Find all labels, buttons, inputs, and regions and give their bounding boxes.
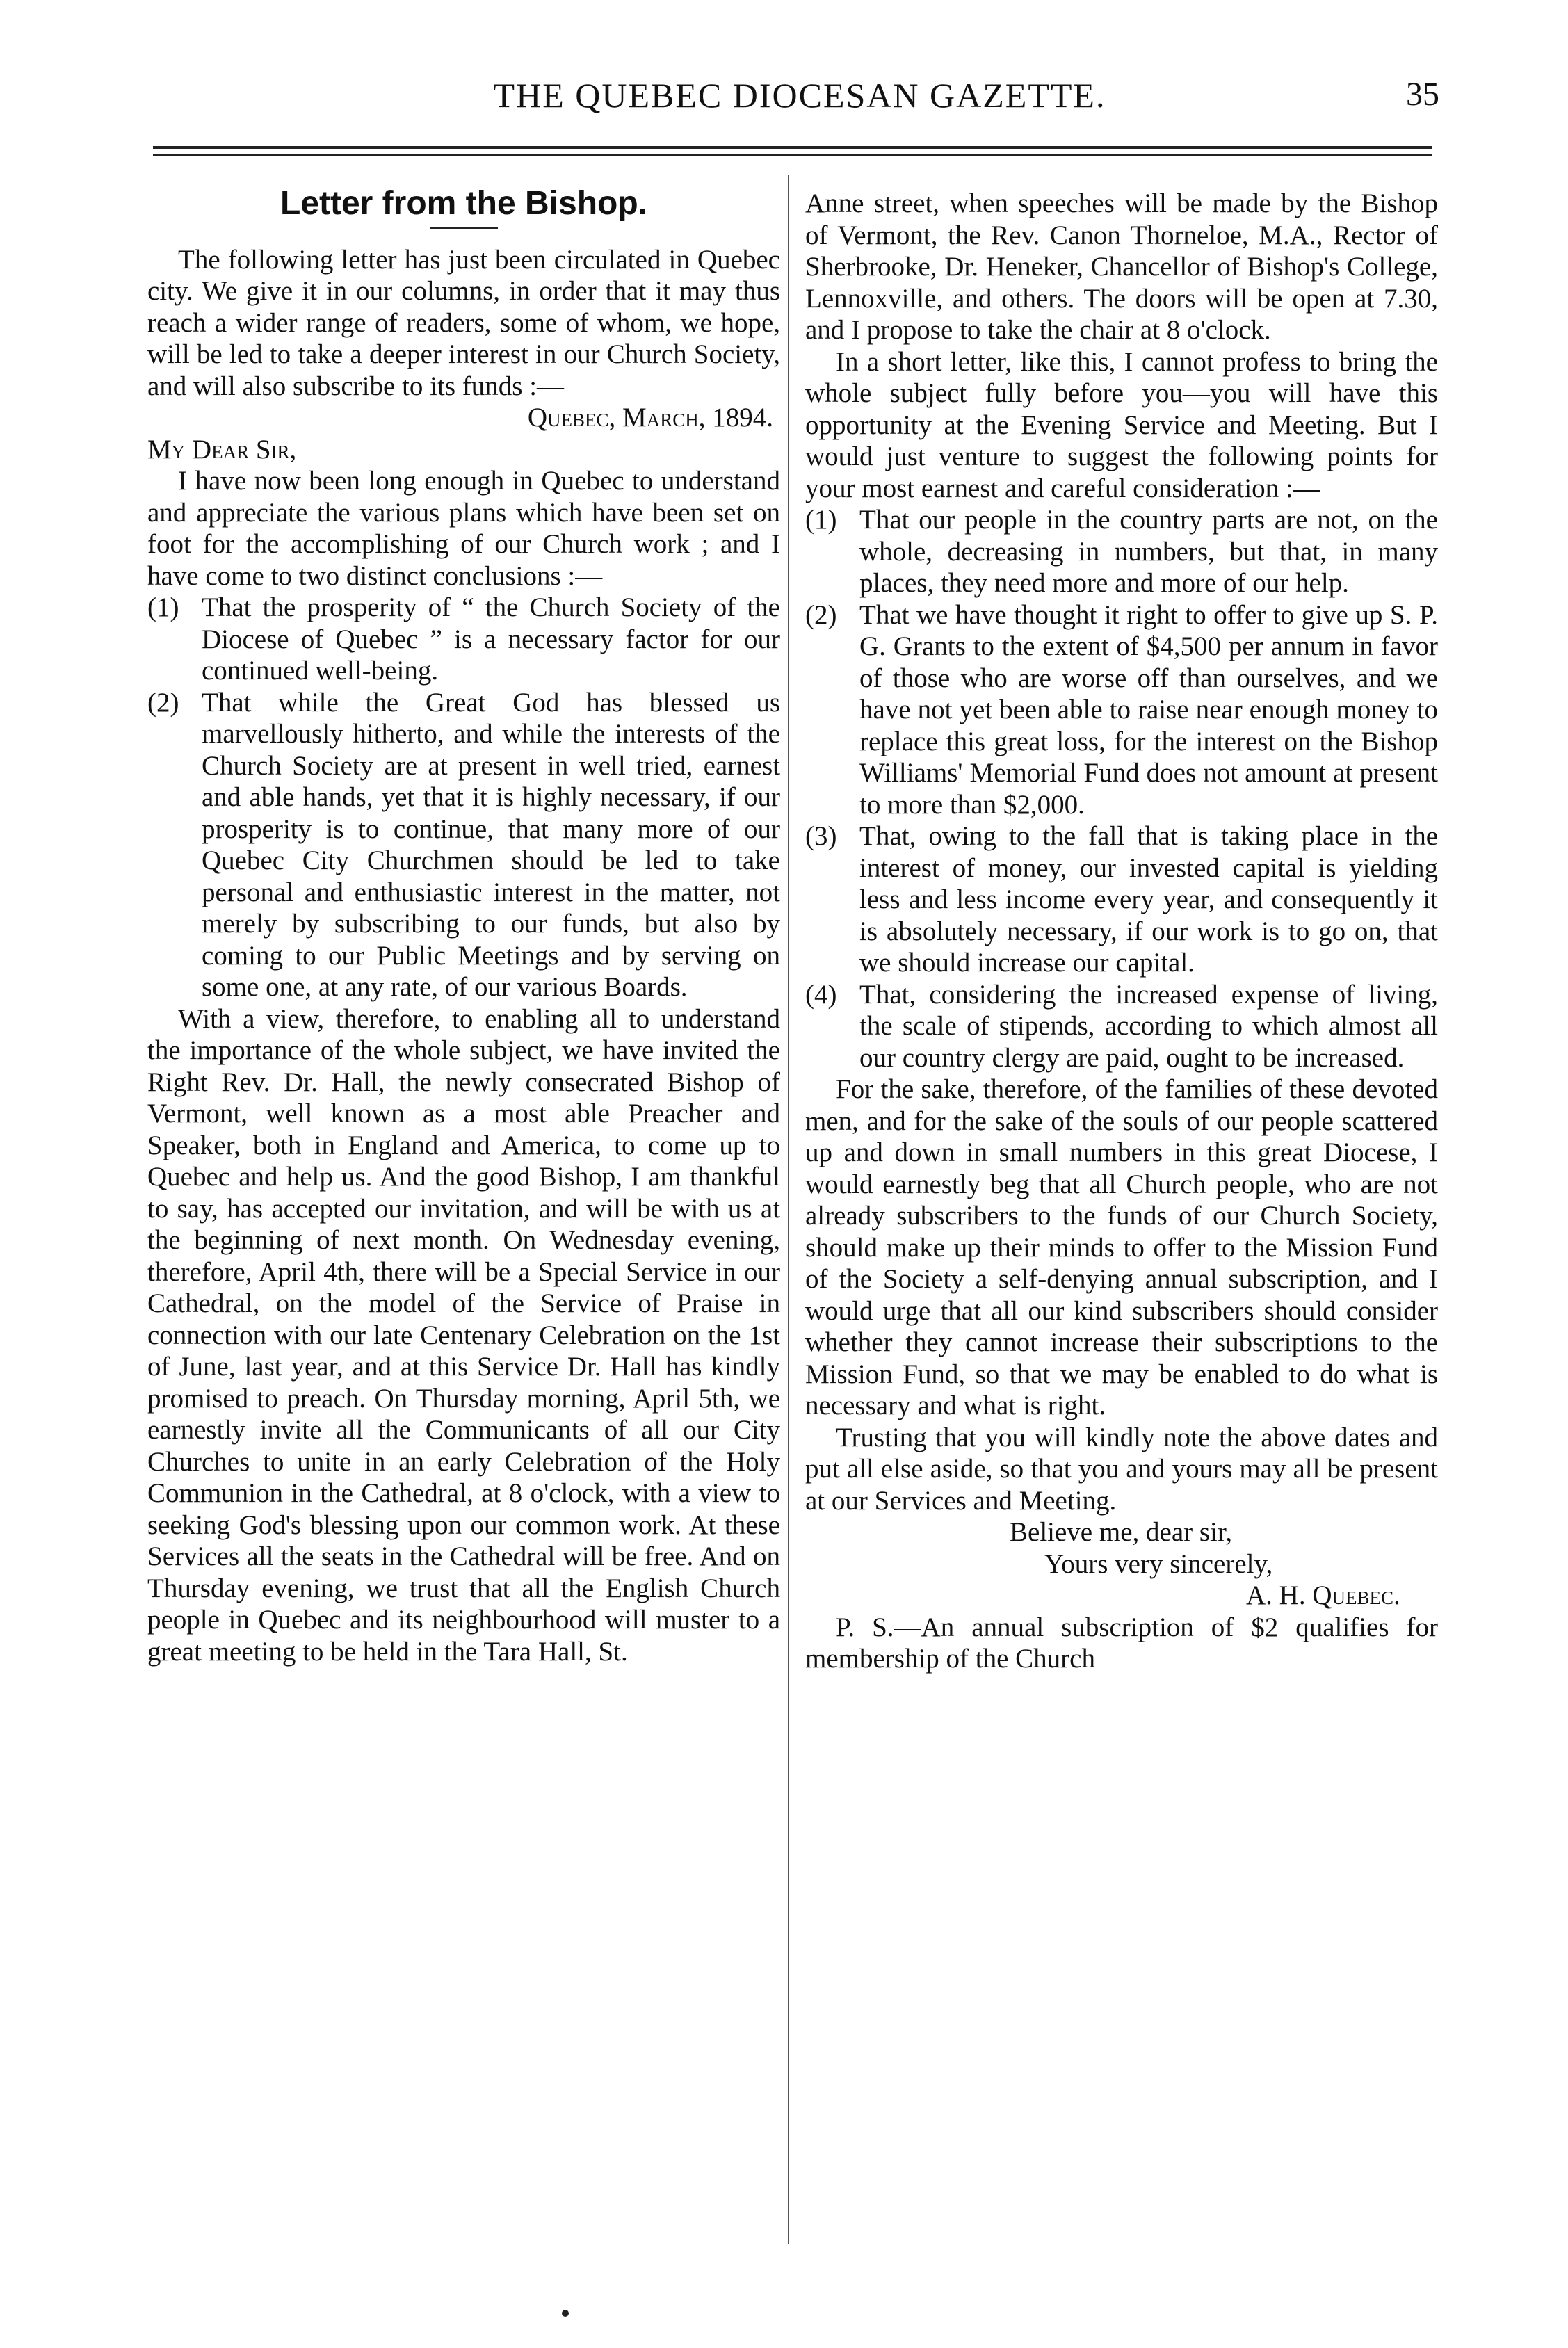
point-item bbox=[805, 504, 1438, 599]
point-text: That our people in the country parts are not, on the whole, decreasing in numbers, but that, in many places, they need more and more of our help. bbox=[859, 505, 1438, 598]
article-heading: Letter from the Bishop. bbox=[280, 185, 648, 222]
letter-paragraph-2: With a view, therefore, to enabling all to understand the importance of the whole subject, we have invited the Right Rev. Dr. Hall, the newly consecrated Bishop of Vermont, well known as a most able Preacher and Speaker, both in England and America, to come up to Quebec and help us. And the good Bishop, I am thankful to say, has accepted our invitation, and will be with us at the beginning of next month. On Wednesday evening, therefore, April 4th, there will be a Special Service in our Cathedral, on the model of the Service of Praise in connection with our late Centenary Celebration on the 1st of June, last year, and at this Service Dr. Hall has kindly promised to preach. On Thursday morning, April 5th, we earnestly invite all the Communicants of all our City Churches to unite in an early Celebration of the Holy Communion in the Cathedral, at 8 o'clock, with a view to seeking God's blessing upon our common work. At these Services all the seats in the Cathedral will be free. And on Thursday evening, we trust that all the English Church people in Quebec and its neighbourhood will muster to a great meeting to be held in the Tara Hall, St. bbox=[147, 1003, 780, 1667]
signature: A. H. Quebec. bbox=[1246, 1580, 1400, 1610]
point-text: That, considering the increased expense of living, the scale of stipends, according to which almost all our country clergy are paid, ought to be increased. bbox=[859, 979, 1438, 1073]
letter-paragraph-5: Trusting that you will kindly note the above dates and put all else aside, so that you and yours may all be present at our Services and Meeting. bbox=[805, 1422, 1438, 1516]
header-rule-thin bbox=[153, 154, 1432, 156]
header-rule-thick bbox=[153, 146, 1432, 149]
heading-underline bbox=[430, 227, 498, 229]
point-number: (2) bbox=[805, 599, 837, 630]
letter-paragraph-3: In a short letter, like this, I cannot profess to bring the whole subject fully before you—you will have this opportunity at the Evening Service and Meeting. But I would just venture to suggest the following points for your most earnest and careful consideration :— bbox=[805, 346, 1438, 503]
point-text: That, owing to the fall that is taking place in the interest of money, our invested capital is yielding less and less income every year, and consequently it is absolutely necessary, if our work is to go on, that we should increase our capital. bbox=[859, 821, 1438, 978]
point-number: (1) bbox=[805, 505, 837, 535]
left-column bbox=[147, 185, 780, 1667]
letter-paragraph-2-continued: Anne street, when speeches will be made by the Bishop of Vermont, the Rev. Canon Thorneloe, M.A., Rector of Sherbrooke, Dr. Heneker, Chancellor of Bishop's College, Lennoxville, and others. The doors will be open at 7.30, and I propose to take the chair at 8 o'clock. bbox=[805, 188, 1438, 345]
letter-paragraph-1: I have now been long enough in Quebec to understand and appreciate the various plans which have been set on foot for the accomplishing of our Church work ; and I have come to two distinct conclusions :— bbox=[147, 466, 780, 591]
point-item bbox=[805, 599, 1438, 821]
point-text: That we have thought it right to offer to give up S. P. G. Grants to the extent of $4,500 per annum in favor of those who are worse off than ourselves, and we have not yet been able to raise near enough money to replace this great loss, for the interest on the Bishop Williams' Memorial Fund does not amount at present to more than $2,000. bbox=[859, 599, 1438, 820]
conclusion-item bbox=[147, 687, 780, 1003]
point-number: (4) bbox=[805, 979, 837, 1010]
letter-paragraph-4: For the sake, therefore, of the families of these devoted men, and for the sake of the souls of our people scattered up and down in small numbers in this great Diocese, I would earnestly beg that all Church people, who are not already subscribers to the funds of our Church Society, should make up their minds to offer to the Mission Fund of the Society a self-denying annual subscription, and I would urge that all our kind subscribers should consider whether they cannot increase their subscriptions to the Mission Fund, so that we may be enabled to do what is necessary and what is right. bbox=[805, 1074, 1438, 1420]
column-divider bbox=[788, 175, 789, 2244]
salutation: My Dear Sir, bbox=[147, 434, 297, 464]
conclusion-number: (2) bbox=[147, 687, 179, 718]
point-item bbox=[805, 820, 1438, 979]
dateline: Quebec, March, 1894. bbox=[527, 403, 773, 432]
postscript: P. S.—An annual subscription of $2 qualifies for membership of the Church bbox=[805, 1612, 1438, 1674]
point-item bbox=[805, 979, 1438, 1074]
conclusion-text: That the prosperity of “ the Church Society of the Diocese of Quebec ” is a necessary factor for our continued well-being. bbox=[202, 592, 780, 686]
conclusion-item bbox=[147, 592, 780, 687]
conclusion-text: That while the Great God has blessed us marvellously hitherto, and while the interests of the Church Society are at present in well tried, earnest and able hands, yet that it is highly necessary, if our prosperity is to continue, that many more of our Quebec City Churchmen should be led to take personal and enthusiastic interest in the matter, not merely by subscribing to our funds, but also by coming to our Public Meetings and by serving on some one, at any rate, of our various Boards. bbox=[202, 687, 780, 1002]
point-number: (3) bbox=[805, 821, 837, 851]
publication-title: THE QUEBEC DIOCESAN GAZETTE. bbox=[493, 76, 1106, 115]
page-number: 35 bbox=[1406, 76, 1439, 113]
right-column bbox=[805, 188, 1438, 1675]
intro-paragraph: The following letter has just been circulated in Quebec city. We give it in our columns, in order that it may thus reach a wider range of readers, some of whom, we hope, will be led to take a deeper interest in our Church Society, and will also subscribe to its funds :— bbox=[147, 244, 780, 401]
closing-line-1: Believe me, dear sir, bbox=[1010, 1517, 1233, 1547]
conclusion-number: (1) bbox=[147, 592, 179, 622]
closing-line-2: Yours very sincerely, bbox=[1044, 1548, 1273, 1579]
page-header bbox=[160, 75, 1439, 124]
page-mark bbox=[562, 2310, 569, 2317]
